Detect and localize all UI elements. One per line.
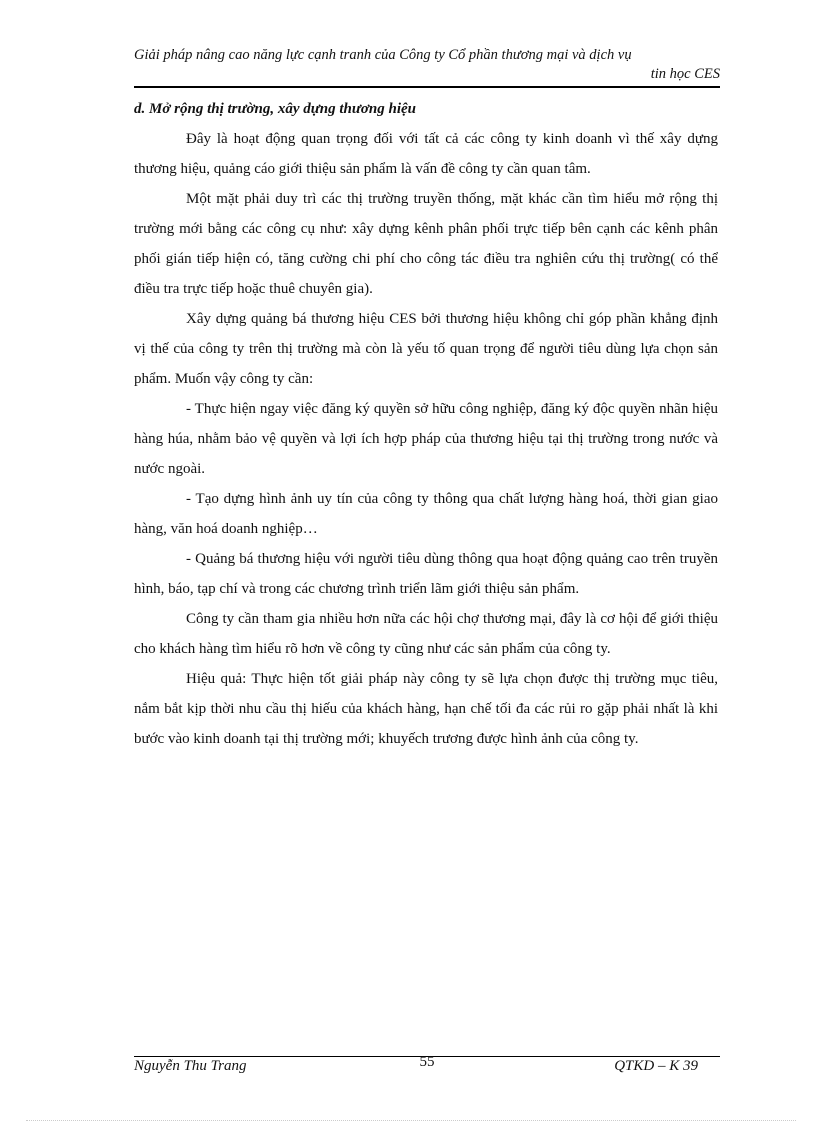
list-item-company-image: - Tạo dựng hình ảnh uy tín của công ty thông qua chất lượng hàng hoá, thời gian giao hàng, văn hoá doanh nghiệp… (134, 491, 718, 537)
footer-class-code: QTKD – K 39 (614, 1058, 698, 1074)
paragraph-trade-fairs: Công ty cần tham gia nhiều hơn nữa các hội chợ thương mại, đây là cơ hội để giới thiệu cho khách hàng tìm hiểu rõ hơn về công ty cũng như các sản phẩm của công ty. (134, 611, 718, 657)
header-divider (134, 86, 720, 88)
list-item-brand-promotion: - Quảng bá thương hiệu với người tiêu dùng thông qua hoạt động quảng cao trên truyền hình, báo, tạp chí và trong các chương trình triển lãm giới thiệu sản phẩm. (134, 551, 718, 597)
paragraph-brand-building: Xây dựng quảng bá thương hiệu CES bởi thương hiệu không chỉ góp phần khẳng định vị thế của công ty trên thị trường mà còn là yếu tố quan trọng để người tiêu dùng lựa chọn sản phẩm. Muốn vậy công ty cần: (134, 311, 718, 387)
list-item-trademark-registration: - Thực hiện ngay việc đăng ký quyền sở hữu công nghiệp, đăng ký độc quyền nhãn hiệu hàng húa, nhằm bảo vệ quyền và lợi ích hợp pháp của thương hiệu tại thị trường trong nước và nước ngoài. (134, 401, 718, 477)
header-title-line-2: tin học CES (650, 66, 720, 82)
footer-author: Nguyễn Thu Trang (134, 1058, 247, 1074)
page-footer (134, 1054, 720, 1082)
paragraph-effectiveness: Hiệu quả: Thực hiện tốt giải pháp này công ty sẽ lựa chọn được thị trường mục tiêu, nắm bắt kịp thời nhu cầu thị hiếu của khách hàng, hạn chế tối đa các rủi ro gặp phải nhất là khi bước vào kinh doanh tại thị trường mới; khuyếch trương được hình ảnh của công ty. (134, 671, 718, 747)
section-heading: d. Mở rộng thị trường, xây dựng thương hiệu (134, 101, 417, 117)
header-title-line-1: Giải pháp nâng cao năng lực cạnh tranh của Công ty Cổ phần thương mại và dịch vụ (134, 47, 632, 63)
page-body (134, 94, 718, 754)
page-edge-divider (26, 1120, 796, 1121)
page-number: 55 (419, 1054, 435, 1070)
paragraph-market-expansion: Một mặt phải duy trì các thị trường truyền thống, mặt khác cần tìm hiểu mở rộng thị trường mới bằng các công cụ như: xây dựng kênh phân phối trực tiếp bên cạnh các kênh phân phối gián tiếp hiện có, tăng cường chi phí cho công tác điều tra nghiên cứu thị trường( có thể điều tra trực tiếp hoặc thuê chuyên gia). (134, 191, 718, 297)
running-header (134, 46, 720, 84)
paragraph-intro: Đây là hoạt động quan trọng đối với tất cả các công ty kinh doanh vì thế xây dựng thương hiệu, quảng cáo giới thiệu sản phẩm là vấn đề công ty cần quan tâm. (134, 131, 718, 177)
